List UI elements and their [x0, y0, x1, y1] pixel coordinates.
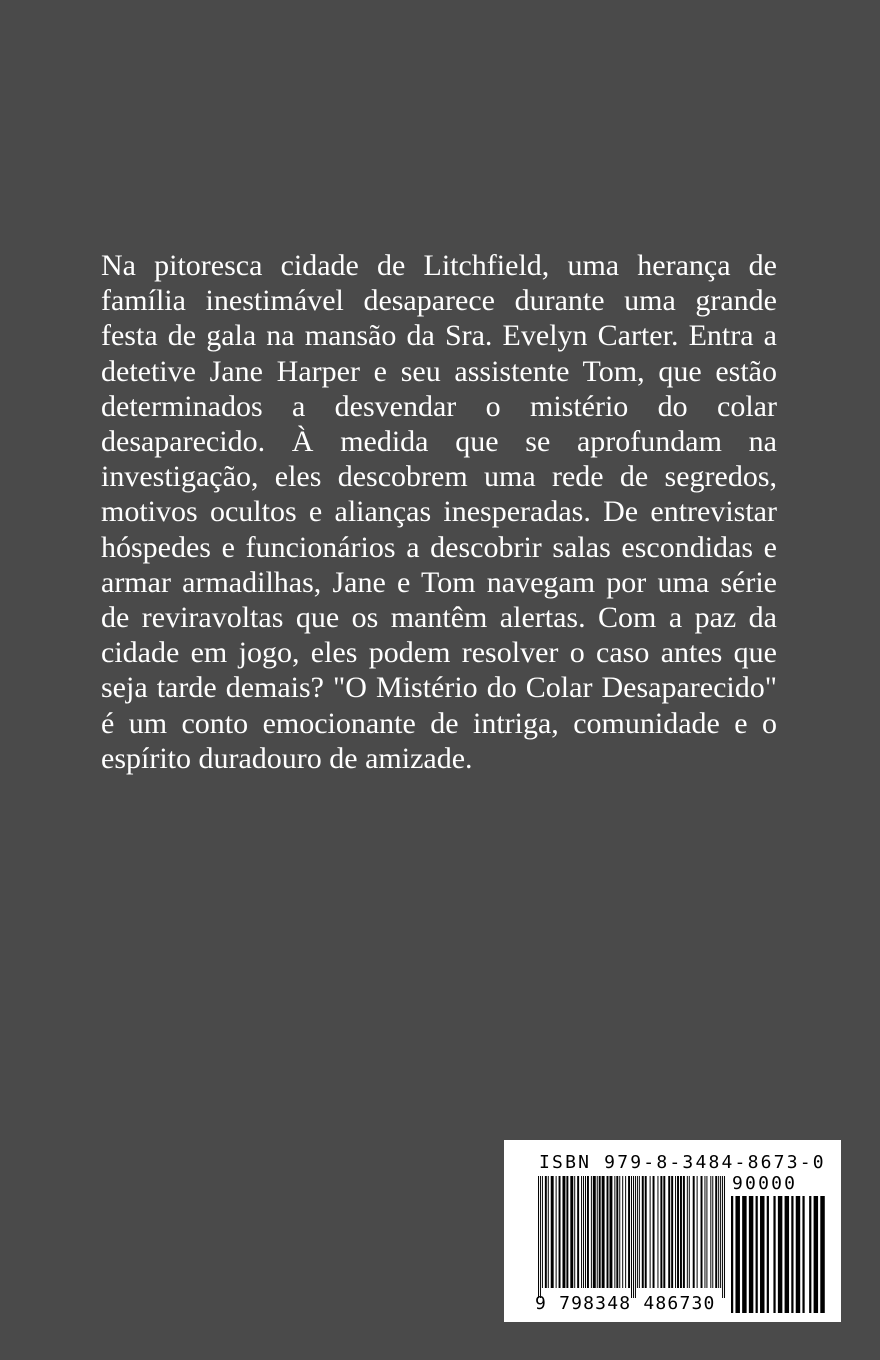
- barcode-bar: [614, 1176, 615, 1288]
- barcode-bar: [680, 1176, 682, 1288]
- isbn-label: ISBN 979-8-3484-8673-0: [539, 1152, 826, 1173]
- barcode-bar: [802, 1196, 804, 1313]
- barcode-bar: [650, 1176, 651, 1288]
- barcode-bar: [701, 1176, 703, 1288]
- barcode-bar: [545, 1176, 547, 1288]
- barcode-bar: [710, 1176, 711, 1288]
- barcode-bar: [693, 1176, 695, 1288]
- barcode-bar: [625, 1176, 626, 1288]
- isbn-barcode-panel: [504, 1140, 841, 1322]
- price-code: 90000: [732, 1173, 798, 1194]
- barcode-bar: [675, 1176, 676, 1288]
- barcode-bar: [756, 1196, 758, 1313]
- barcode-bar: [722, 1176, 723, 1298]
- barcode-bar: [538, 1176, 539, 1298]
- barcode-bar: [720, 1176, 721, 1288]
- barcode-bar: [735, 1196, 739, 1313]
- price-addon-barcode: [731, 1196, 827, 1313]
- barcode-bar: [718, 1176, 719, 1288]
- barcode-bar: [587, 1176, 589, 1288]
- barcode-bar: [639, 1176, 640, 1288]
- barcode-bar: [607, 1176, 609, 1288]
- barcode-bar: [687, 1176, 688, 1288]
- barcode-bar: [671, 1176, 673, 1288]
- barcode-bar: [597, 1176, 598, 1288]
- barcode-bar: [548, 1176, 549, 1288]
- ean-digits: 9 798348 486730: [535, 1293, 716, 1314]
- barcode-bar: [653, 1176, 655, 1288]
- barcode-bar: [577, 1176, 579, 1288]
- barcode-bar: [599, 1176, 601, 1288]
- barcode-bar: [814, 1196, 818, 1313]
- barcode-bar: [706, 1176, 707, 1288]
- barcode-bar: [631, 1176, 632, 1298]
- barcode-bar: [559, 1176, 561, 1288]
- barcode-bar: [663, 1176, 665, 1288]
- barcode-bar: [570, 1176, 573, 1288]
- barcode-bar: [742, 1196, 746, 1313]
- barcode-bar: [645, 1176, 647, 1288]
- barcode-bar: [731, 1196, 733, 1313]
- barcode-bar: [773, 1196, 775, 1313]
- barcode-bar: [697, 1176, 698, 1288]
- barcode-bar: [616, 1176, 618, 1288]
- barcode-bar: [820, 1196, 824, 1313]
- barcode-bar: [591, 1176, 592, 1288]
- barcode-bar: [677, 1176, 679, 1288]
- barcode-bar: [551, 1176, 554, 1288]
- barcode-bar: [785, 1196, 789, 1313]
- barcode-bar: [657, 1176, 658, 1288]
- barcode-bar: [628, 1176, 630, 1288]
- barcode-bar: [760, 1196, 764, 1313]
- barcode-bar: [585, 1176, 586, 1288]
- barcode-bar: [556, 1176, 557, 1288]
- barcode-bar: [562, 1176, 565, 1288]
- barcode-bar: [622, 1176, 623, 1288]
- back-cover-blurb: Na pitoresca cidade de Litchfield, uma herança de família inestimável desaparece durante uma grande festa de gala na mansão da Sra. Evelyn Carter. Entra a detetive Jane Harper e seu assistente Tom, que estão determinados a desvendar o mistério do colar desaparecido. À medida que se aprofundam na investigação, eles descobrem uma rede de segredos, motivos ocultos e alianças inesperadas. De entrevistar hóspedes e funcionários a descobrir salas escondidas e armar armadilhas, Jane e Tom navegam por uma série de reviravoltas que os mantêm alertas. Com a paz da cidade em jogo, eles podem resolver o caso antes que seja tarde demais? "O Mistério do Colar Desaparecido" é um conto emocionante de intriga, comunidade e o espírito duradouro de amizade.: [101, 249, 777, 775]
- barcode-bar: [660, 1176, 662, 1288]
- barcode-bar: [619, 1176, 620, 1288]
- barcode-bar: [791, 1196, 793, 1313]
- barcode-bar: [809, 1196, 811, 1313]
- barcode-bar: [581, 1176, 582, 1288]
- barcode-bar: [778, 1196, 782, 1313]
- barcode-bar: [712, 1176, 713, 1288]
- barcode-bar: [749, 1196, 753, 1313]
- barcode-bar: [566, 1176, 568, 1288]
- barcode-bar: [583, 1176, 584, 1288]
- barcode-bar: [704, 1176, 705, 1288]
- barcode-bar: [602, 1176, 605, 1288]
- barcode-bar: [633, 1176, 634, 1298]
- barcode-bar: [796, 1196, 800, 1313]
- barcode-bar: [724, 1176, 725, 1298]
- barcode-bar: [767, 1196, 769, 1313]
- barcode-bar: [574, 1176, 575, 1288]
- ean13-barcode: [538, 1176, 726, 1298]
- barcode-bar: [593, 1176, 596, 1288]
- barcode-bar: [715, 1176, 717, 1288]
- barcode-bar: [542, 1176, 543, 1288]
- barcode-bar: [540, 1176, 541, 1298]
- barcode-bar: [635, 1176, 636, 1298]
- barcode-bar: [609, 1176, 612, 1288]
- barcode-bar: [689, 1176, 690, 1288]
- barcode-bar: [637, 1176, 638, 1288]
- barcode-bar: [668, 1176, 670, 1288]
- barcode-bar: [683, 1176, 685, 1288]
- barcode-bar: [642, 1176, 644, 1288]
